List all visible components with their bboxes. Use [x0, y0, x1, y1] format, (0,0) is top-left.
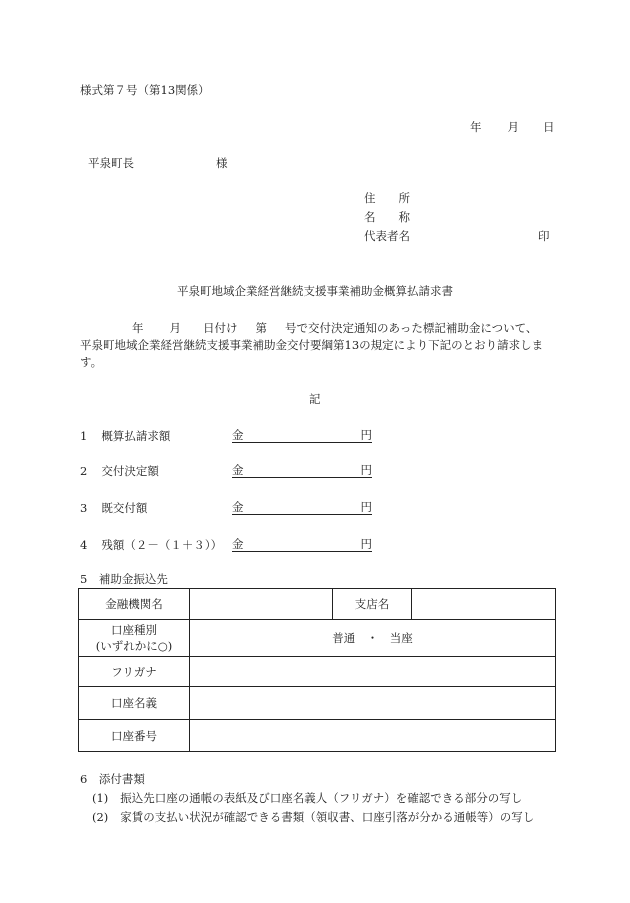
body-dated: 日付け — [203, 321, 238, 335]
account-type-note: (いずれかに○) — [95, 639, 173, 653]
body-number-prefix: 第 — [255, 321, 267, 335]
bank-table — [78, 588, 556, 752]
date-line — [470, 119, 555, 135]
account-holder-field[interactable] — [190, 687, 556, 720]
addressee-name: 平泉町長 — [88, 156, 134, 170]
bank-heading: 5 補助金振込先 — [80, 572, 168, 586]
branch-field[interactable] — [412, 589, 556, 620]
kin-label: 金 — [232, 463, 244, 477]
body-line-2: 平泉町地域企業経営継続支援事業補助金交付要綱第13の規定により下記のとおり請求しま — [80, 338, 544, 352]
item-number: 1 — [80, 429, 88, 443]
applicant-address-label: 住 所 — [364, 191, 410, 205]
yen-label: 円 — [360, 428, 372, 442]
item-number: 4 — [80, 538, 88, 552]
date-year: 年 — [470, 120, 482, 134]
applicant-representative-label: 代表者名 — [364, 229, 410, 243]
kin-label: 金 — [232, 537, 244, 551]
body-line-1-rest: 号で交付決定通知のあった標記補助金について、 — [285, 321, 538, 335]
table-row — [79, 720, 556, 752]
date-month: 月 — [507, 120, 519, 134]
item-label: 既交付額 — [101, 501, 148, 515]
account-type-options[interactable]: 普通 ・ 当座 — [190, 620, 556, 657]
ki-heading: 記 — [309, 392, 321, 406]
item-label: 残額（２－（１＋３）） — [101, 538, 223, 552]
body-line-3: す。 — [80, 355, 103, 369]
furigana-label: フリガナ — [79, 657, 190, 687]
addressee — [88, 155, 228, 171]
account-holder-label: 口座名義 — [79, 687, 190, 720]
attachment-text: 家賃の支払い状況が確認できる書類（領収書、口座引落が分かる通帳等）の写し — [120, 810, 535, 824]
applicant-name-label: 名 称 — [364, 210, 410, 224]
table-row — [79, 589, 556, 620]
item-number: 3 — [80, 501, 88, 515]
attachment-number: (1) — [92, 791, 109, 805]
account-number-label: 口座番号 — [79, 720, 190, 752]
addressee-honorific: 様 — [216, 156, 228, 170]
account-type-label — [79, 620, 190, 657]
item-label: 交付決定額 — [101, 464, 159, 478]
table-row — [79, 620, 556, 657]
amount-field-1 — [232, 428, 372, 446]
account-number-field[interactable] — [190, 720, 556, 752]
attachment-text: 振込先口座の通帳の表紙及び口座名義人（フリガナ）を確認できる部分の写し — [120, 791, 523, 805]
body-year: 年 — [132, 321, 144, 335]
date-day: 日 — [543, 120, 555, 134]
table-row — [79, 657, 556, 687]
document-title: 平泉町地域企業経営継続支援事業補助金概算払請求書 — [177, 284, 453, 298]
yen-label: 円 — [360, 500, 372, 514]
attachment-number: (2) — [92, 810, 109, 824]
body-line-1 — [132, 320, 537, 336]
institution-field[interactable] — [190, 589, 333, 620]
amount-field-2 — [232, 463, 372, 481]
attachments-heading: 6 添付書類 — [80, 772, 145, 786]
kin-label: 金 — [232, 500, 244, 514]
yen-label: 円 — [360, 463, 372, 477]
item-label: 概算払請求額 — [101, 429, 171, 443]
item-number: 2 — [80, 464, 88, 478]
furigana-field[interactable] — [190, 657, 556, 687]
item-1 — [80, 428, 170, 444]
item-2 — [80, 463, 159, 479]
item-4 — [80, 537, 222, 553]
yen-label: 円 — [360, 537, 372, 551]
amount-field-3 — [232, 500, 372, 518]
account-type-title: 口座種別 — [111, 623, 157, 637]
item-3 — [80, 500, 147, 516]
branch-label: 支店名 — [333, 589, 412, 620]
kin-label: 金 — [232, 428, 244, 442]
form-number: 様式第７号（第13関係） — [80, 83, 210, 97]
seal-mark: 印 — [538, 229, 550, 243]
amount-field-4 — [232, 537, 372, 555]
institution-label: 金融機関名 — [79, 589, 190, 620]
attachment-item-2 — [92, 809, 534, 825]
table-row — [79, 687, 556, 720]
attachment-item-1 — [92, 790, 522, 806]
body-month: 月 — [169, 321, 181, 335]
